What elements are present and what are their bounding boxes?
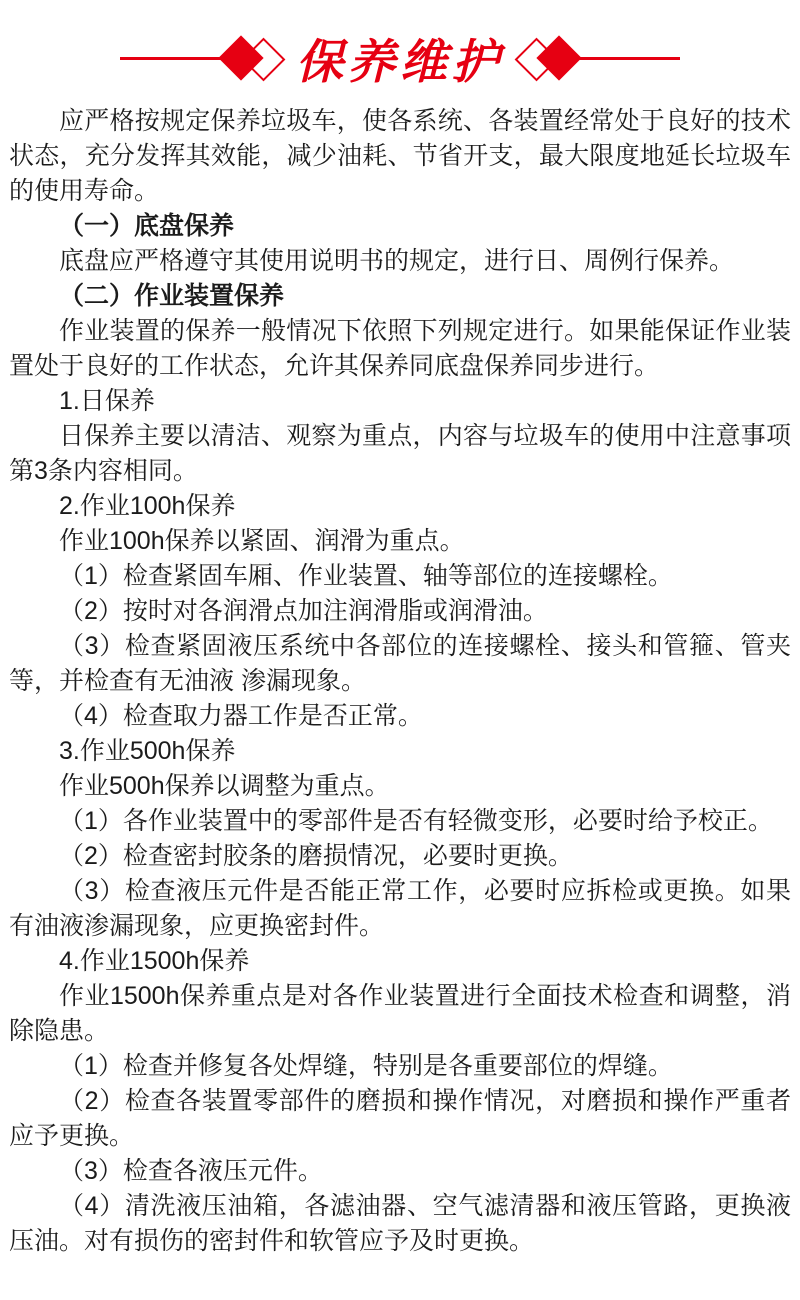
paragraph: 作业装置的保养一般情况下依照下列规定进行。如果能保证作业装置处于良好的工作状态，允许其保养同底盘保养同步进行。 [9, 317, 791, 380]
paragraph: 3.作业500h保养 [59, 737, 236, 765]
section-heading: （一）底盘保养 [59, 212, 235, 240]
page-header [0, 24, 800, 92]
paragraph: 作业1500h保养重点是对各作业装置进行全面技术检查和调整，消除隐患。 [9, 982, 791, 1045]
header-ornament-right [520, 30, 576, 86]
header-rule-right [576, 57, 680, 60]
paragraph: （2）检查密封胶条的磨损情况，必要时更换。 [59, 842, 573, 870]
paragraph: （1）检查紧固车厢、作业装置、轴等部位的连接螺栓。 [59, 562, 673, 590]
paragraph: 2.作业100h保养 [59, 492, 236, 520]
section-heading: （二）作业装置保养 [59, 282, 285, 310]
paragraph: 1.日保养 [59, 387, 155, 415]
page-title: 保养维护 [296, 34, 504, 88]
paragraph: 4.作业1500h保养 [59, 947, 250, 975]
header-ornament-left [224, 30, 280, 86]
paragraph: （2）检查各装置零部件的磨损和操作情况，对磨损和操作严重者应予更换。 [9, 1087, 791, 1150]
paragraph: （4）清洗液压油箱，各滤油器、空气滤清器和液压管路，更换液压油。对有损伤的密封件和软管应予及时更换。 [9, 1192, 791, 1255]
paragraph: （4）检查取力器工作是否正常。 [59, 702, 423, 730]
paragraph: 作业100h保养以紧固、润滑为重点。 [59, 527, 465, 555]
paragraph: （2）按时对各润滑点加注润滑脂或润滑油。 [59, 597, 548, 625]
paragraph: 底盘应严格遵守其使用说明书的规定，进行日、周例行保养。 [59, 247, 735, 275]
paragraph: （3）检查各液压元件。 [59, 1157, 323, 1185]
paragraph: （1）检查并修复各处焊缝，特别是各重要部位的焊缝。 [59, 1052, 673, 1080]
document-body [0, 104, 800, 1259]
header-rule-left [120, 57, 224, 60]
paragraph: 作业500h保养以调整为重点。 [59, 772, 390, 800]
paragraph: （3）检查紧固液压系统中各部位的连接螺栓、接头和管箍、管夹等，并检查有无油液 渗漏现象。 [9, 632, 791, 695]
paragraph: 应严格按规定保养垃圾车，使各系统、各装置经常处于良好的技术状态，充分发挥其效能，减少油耗、节省开支，最大限度地延长垃圾车的使用寿命。 [9, 107, 791, 205]
paragraph: 日保养主要以清洁、观察为重点，内容与垃圾车的使用中注意事项第3条内容相同。 [9, 422, 791, 485]
paragraph: （3）检查液压元件是否能正常工作，必要时应拆检或更换。如果有油液渗漏现象，应更换密封件。 [9, 877, 791, 940]
paragraph: （1）各作业装置中的零部件是否有轻微变形，必要时给予校正。 [59, 807, 773, 835]
